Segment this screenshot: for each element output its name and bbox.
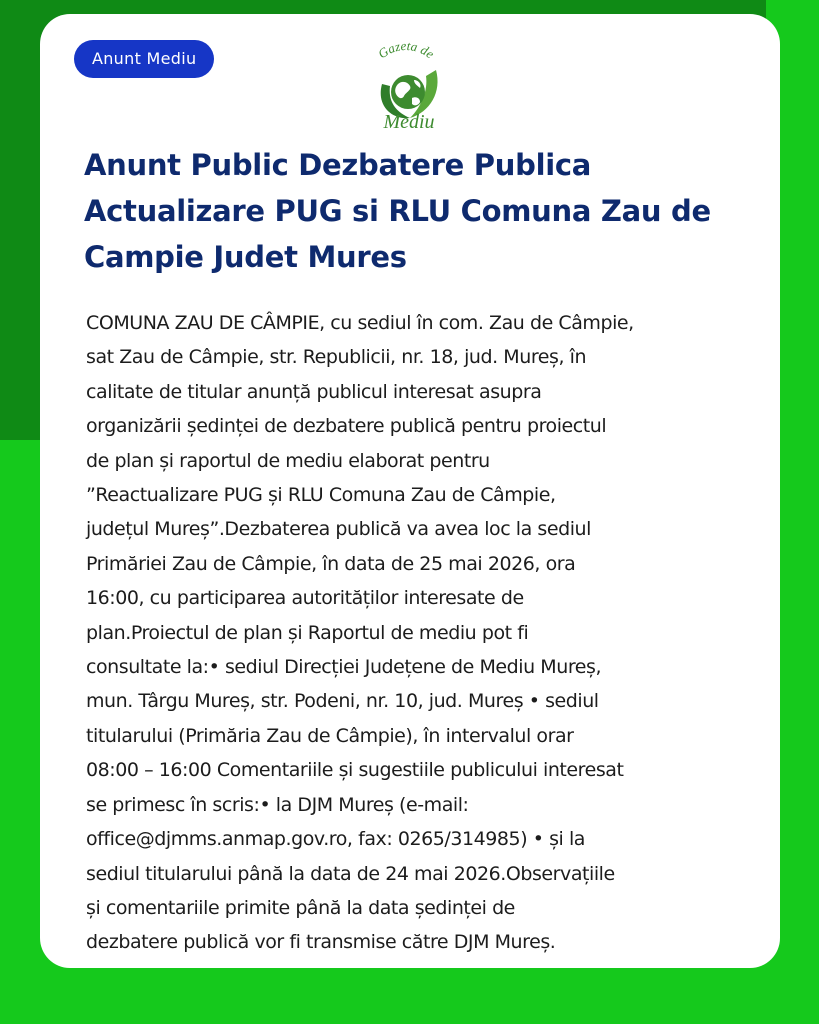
globe-leaf-icon bbox=[356, 40, 456, 132]
svg-text:Gazeta de bbox=[375, 40, 437, 62]
logo-bottom-text: Mediu bbox=[383, 111, 435, 132]
gazeta-de-mediu-logo[interactable] bbox=[356, 40, 456, 132]
category-badge[interactable]: Anunt Mediu bbox=[74, 40, 214, 78]
logo-top-text: Gazeta de bbox=[375, 40, 438, 62]
article-title: Anunt Public Dezbatere Publica Actualizare PUG si RLU Comuna Zau de Campie Judet Mures bbox=[84, 148, 711, 274]
article-body: COMUNA ZAU DE CÂMPIE, cu sediul în com. Zau de Câmpie, sat Zau de Câmpie, str. Republicii, nr. 18, jud. Mureș, în calitate de titular anunță publicul interesat asupra organizării ședinței de dezbatere publică pentru proiectul de plan și raportul de mediu elaborat pentru ”Reactualizare PUG și RLU Comuna Zau de Câmpie, județul Mureș”.Dezbaterea publică va avea loc la sediul Primăriei Zau de Câmpie, în data de 25 mai 2026, ora 16:00, cu participarea autorităților interesate de plan.Proiectul de plan și Raportul de mediu pot fi consultate la:• sediul Direcției Județene de Mediu Mureș, mun. Târgu Mureș, str. Podeni, nr. 10, jud. Mureș • sediul titularului (Primăria Zau de Câmpie), în intervalul orar 08:00 – 16:00 Comentariile și sugestiile publicului interesat se primesc în scris:• la DJM Mureș (e-mail: office@djmms.anmap.gov.ro, fax: 0265/314985) • și la sediul titularului până la data de 24 mai 2026.Observațiile și comentariile primite până la data ședinței de dezbatere publică vor fi transmise către DJM Mureș. bbox=[86, 312, 634, 954]
announcement-card bbox=[40, 14, 780, 968]
